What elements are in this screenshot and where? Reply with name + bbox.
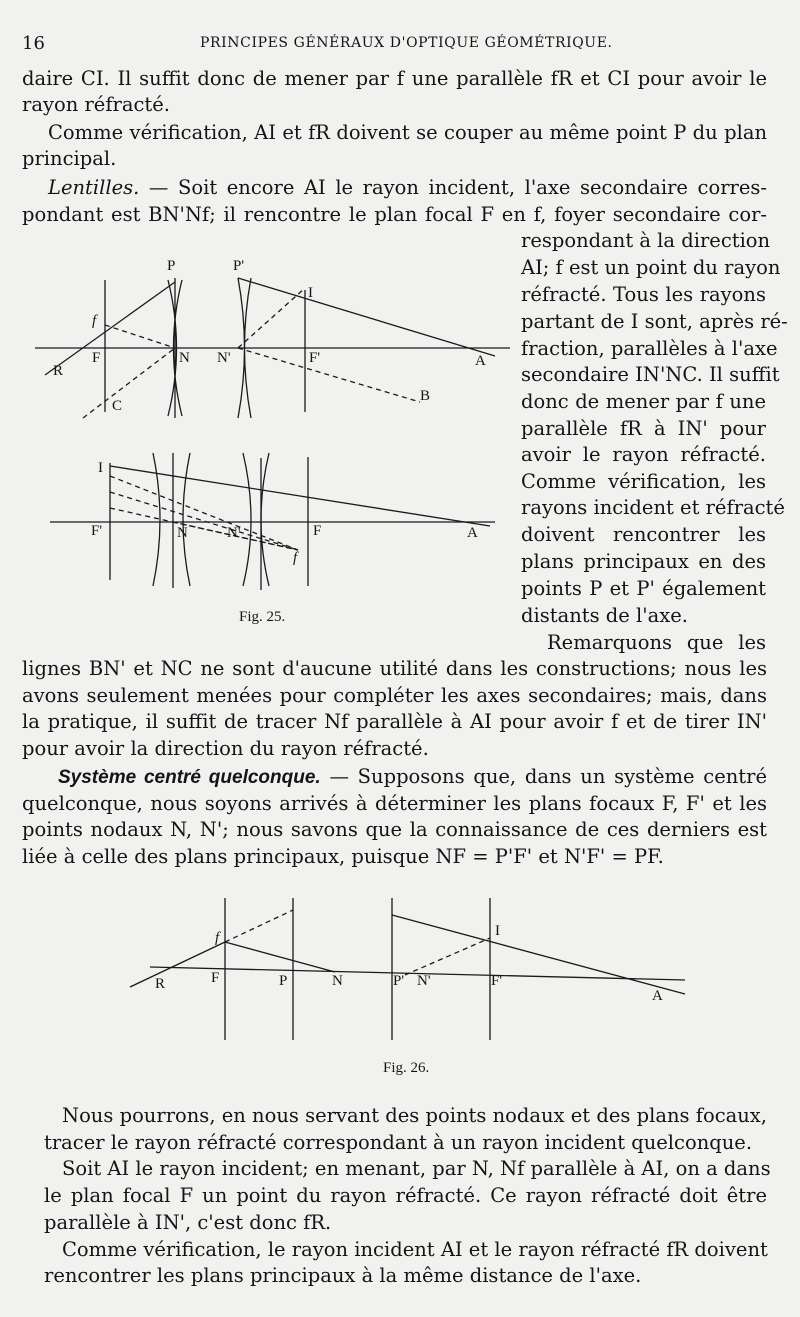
text-line: avons seulement menées pour compléter les axes secondaires; mais, dans xyxy=(22,684,767,707)
side-text-line: avoir le rayon réfracté. xyxy=(521,443,766,466)
figure-25-caption: Fig. 25. xyxy=(239,609,286,625)
text-line: tracer le rayon réfracté correspondant à un rayon incident quelconque. xyxy=(44,1131,753,1154)
side-text-line: donc de mener par f une xyxy=(521,390,766,413)
label-f: f xyxy=(92,313,97,329)
text-line: parallèle à IN', c'est donc fR. xyxy=(44,1211,332,1234)
dashed-lower-2 xyxy=(110,492,298,550)
label-C: C xyxy=(112,398,123,414)
side-text-line: doivent rencontrer les xyxy=(521,523,766,546)
text-line: Comme vérification, le rayon incident AI et le rayon réfracté fR doivent xyxy=(62,1238,768,1261)
label-A-lower: A xyxy=(467,525,478,541)
label-F: F xyxy=(211,970,220,986)
side-text-line: fraction, parallèles à l'axe xyxy=(521,337,778,360)
text-line: le plan focal F un point du rayon réfracté. Ce rayon réfracté doit être xyxy=(44,1184,767,1207)
page-number: 16 xyxy=(22,33,45,54)
ray-AI-lower xyxy=(110,466,490,526)
text-line: Soit AI le rayon incident; en menant, par N, Nf parallèle à AI, on a dans xyxy=(62,1157,771,1180)
ray-AI xyxy=(238,278,495,356)
label-N-lower: N xyxy=(177,525,188,541)
text-line: pondant est BN'Nf; il rencontre le plan focal F en f, foyer secondaire cor- xyxy=(22,203,767,226)
figure-26 xyxy=(125,890,695,1080)
dashed-f-P xyxy=(225,910,293,942)
side-text-line: Remarquons que les xyxy=(547,631,766,654)
label-R: R xyxy=(155,976,166,992)
text-line: Comme vérification, AI et fR doivent se couper au même point P du plan xyxy=(48,121,767,144)
label-I-lower: I xyxy=(98,460,103,476)
label-R: R xyxy=(53,363,64,379)
text-line: principal. xyxy=(22,147,117,170)
side-text-line: parallèle fR à IN' pour xyxy=(521,417,766,440)
label-A: A xyxy=(652,988,663,1004)
text-line: liée à celle des plans principaux, puisque NF = P'F' et N'F' = PF. xyxy=(22,845,664,868)
label-F: F xyxy=(92,350,101,366)
label-I: I xyxy=(308,285,313,301)
text-line: pour avoir la direction du rayon réfracté. xyxy=(22,737,429,760)
label-N-prime-lower: N' xyxy=(227,525,241,541)
section-title-systeme: Système centré quelconque. xyxy=(58,767,321,788)
side-text-line: rayons incident et réfracté xyxy=(521,496,785,519)
figure-25 xyxy=(25,250,520,625)
label-N: N xyxy=(179,350,190,366)
text-line: points nodaux N, N'; nous savons que la connaissance de ces derniers est xyxy=(22,818,767,841)
text-line: daire CI. Il suffit donc de mener par f une parallèle fR et CI pour avoir le xyxy=(22,67,767,90)
systeme-first-line xyxy=(22,764,767,791)
label-B: B xyxy=(420,388,431,404)
incident-ray-AI xyxy=(392,915,685,994)
section-title-lentilles: Lentilles. xyxy=(48,176,140,199)
figure-26-caption: Fig. 26. xyxy=(383,1060,430,1076)
label-N-prime: N' xyxy=(217,350,231,366)
label-A: A xyxy=(475,353,486,369)
text-line: Nous pourrons, en nous servant des points nodaux et des plans focaux, xyxy=(62,1104,767,1127)
label-P-prime: P' xyxy=(233,258,245,274)
label-P-prime: P' xyxy=(393,973,405,989)
side-text-line: distants de l'axe. xyxy=(521,604,688,627)
page-header xyxy=(22,33,760,57)
text-line: rayon réfracté. xyxy=(22,93,170,116)
label-F-prime-lower: F' xyxy=(91,523,103,539)
side-text-line: Comme vérification, les xyxy=(521,470,766,493)
dashed-BN-prime xyxy=(238,348,420,402)
label-P: P xyxy=(279,973,288,989)
text-run: — Supposons que, dans un système centré xyxy=(320,765,767,788)
text-run: — Soit encore AI le rayon incident, l'axe secondaire corres- xyxy=(139,176,767,199)
label-f: f xyxy=(215,930,220,946)
side-text-line: plans principaux en des xyxy=(521,550,766,573)
side-text-line: respondant à la direction xyxy=(521,229,771,252)
side-text-line: réfracté. Tous les rayons xyxy=(521,283,766,306)
side-text-line: partant de I sont, après ré- xyxy=(521,310,788,333)
label-F-lower: F xyxy=(313,523,322,539)
side-text-line: secondaire IN'NC. Il suffit xyxy=(521,363,780,386)
dashed-lower-1 xyxy=(110,476,298,550)
ray-fR xyxy=(45,282,175,375)
lentilles-first-line xyxy=(22,175,767,201)
label-F-prime: F' xyxy=(491,973,503,989)
text-line: lignes BN' et NC ne sont d'aucune utilité dans les constructions; nous les xyxy=(22,657,767,680)
label-I: I xyxy=(495,923,500,939)
side-text-line: points P et P' également xyxy=(521,577,766,600)
dashed-Nf xyxy=(105,325,175,348)
text-line: quelconque, nous soyons arrivés à déterminer les plans focaux F, F' et les xyxy=(22,792,767,815)
side-text-line: AI; f est un point du rayon xyxy=(521,256,781,279)
label-N: N xyxy=(332,973,343,989)
line-fN xyxy=(225,942,335,972)
text-line: rencontrer les plans principaux à la même distance de l'axe. xyxy=(44,1264,642,1287)
text-line: la pratique, il suffit de tracer Nf parallèle à AI pour avoir f et de tirer IN' xyxy=(22,710,767,733)
running-title: PRINCIPES GÉNÉRAUX D'OPTIQUE GÉOMÉTRIQUE. xyxy=(200,35,613,51)
label-P: P xyxy=(167,258,176,274)
label-N-prime: N' xyxy=(417,973,431,989)
diverging-lens-outline-2 xyxy=(243,453,269,586)
label-f-lower: f xyxy=(293,550,298,566)
dashed-IN-prime xyxy=(405,938,490,975)
label-F-prime: F' xyxy=(309,350,321,366)
